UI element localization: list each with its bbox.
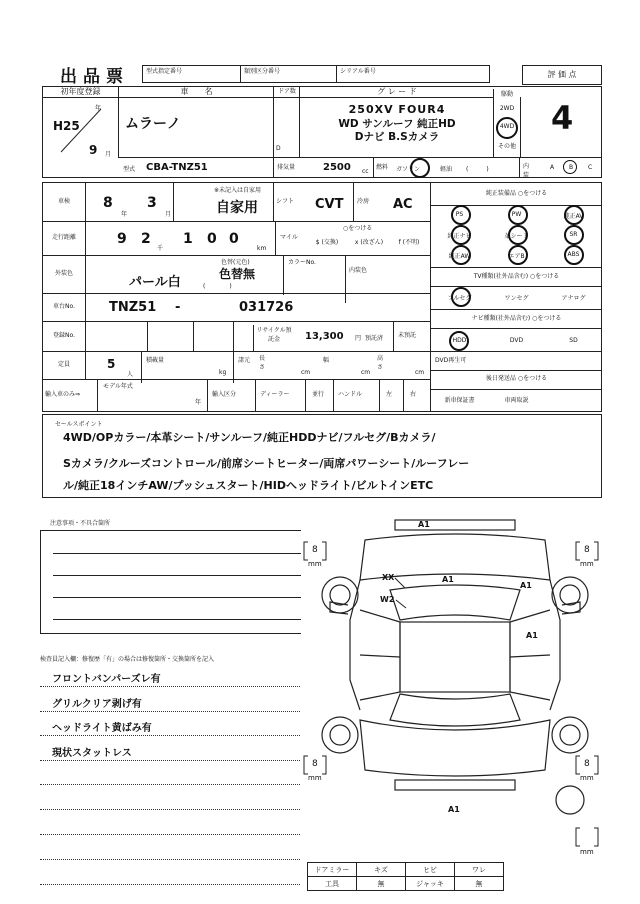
legend-cell: ヒビ: [406, 863, 455, 877]
damage-mark: A1: [520, 581, 532, 590]
sales-point-line: Sカメラ/クルーズコントロール/前席シートヒーター/両席パワーシート/ルーフレー: [63, 457, 470, 470]
grade-line2: WD サンルーフ 純正HD: [338, 118, 456, 130]
equipment-title: 純正装備品 ○をつける: [431, 183, 602, 206]
color-label: 外装色: [43, 255, 86, 293]
interior-label: 内装: [523, 163, 530, 179]
load-label: 積載量: [141, 351, 164, 383]
color-paren: ( ): [203, 283, 232, 290]
mileage-circle-note: ○をつける: [343, 225, 373, 232]
aircon-value: AC: [393, 197, 413, 212]
bracket: [576, 542, 580, 560]
bracket: [322, 542, 326, 560]
color-no-label: カラーNo.: [283, 255, 316, 295]
capacity-value: 5: [107, 357, 116, 371]
note-dotted-line: [40, 784, 300, 785]
chassis-label: 車台No.: [43, 293, 86, 321]
mileage-row: [43, 221, 430, 256]
doors-value: D: [276, 145, 281, 152]
grade-line1: 250XV FOUR4: [348, 103, 446, 116]
equip-circle: [564, 245, 584, 265]
first-reg-label: 初年度登録: [43, 87, 118, 98]
fuel-paren: ( ): [466, 166, 489, 173]
dims-length: 長さ: [259, 355, 266, 371]
equip-leather: 革シート: [504, 233, 529, 240]
mileage-opt-unknown: f (不明): [398, 239, 420, 246]
damage-mark: A1: [448, 805, 460, 814]
type-no-label: 型式指定番号: [143, 66, 241, 82]
dims-width: 幅: [323, 357, 330, 364]
cc-unit: cc: [362, 168, 369, 175]
import-dealer: ディーラー: [255, 379, 290, 411]
first-reg-year: H25: [53, 119, 80, 133]
rear-bumper: [395, 780, 515, 790]
legend-cell: ワレ: [455, 863, 504, 877]
damage-mark: XX: [382, 573, 395, 582]
equip-sr: SR: [569, 231, 578, 238]
legend-cell: ドアミラー: [308, 863, 357, 877]
equip-circle: [564, 205, 584, 225]
mm-unit: mm: [580, 848, 594, 856]
mileage-digit: 2: [141, 231, 151, 247]
chassis-value2: 031726: [239, 300, 294, 315]
mm-unit: mm: [308, 560, 322, 568]
year-char: 年: [95, 105, 102, 112]
score-value: 4: [551, 99, 574, 137]
inspector-note: グリルクリア剥げ有: [52, 699, 142, 710]
vehicle-block: [42, 86, 602, 178]
mm-unit: mm: [580, 774, 594, 782]
mileage-digit: 0: [207, 231, 217, 247]
sales-point-line: ル/純正18インチAW/プッシュスタート/HIDヘッドライト/ビルトインETC: [63, 479, 434, 492]
tv-analog: アナログ: [561, 295, 586, 302]
first-reg-cell: [43, 97, 119, 157]
capacity-unit: 人: [127, 371, 134, 378]
equip-pw: PW: [511, 211, 522, 218]
sales-points-label: セールスポイント: [55, 421, 103, 428]
tire-fr-depth: 8: [584, 545, 590, 555]
month-char: 月: [105, 151, 112, 158]
equip-circle: [451, 225, 471, 245]
equip-ps: PS: [455, 211, 464, 218]
shift-value: CVT: [315, 197, 344, 212]
tv-fullseg: フルセグ: [447, 295, 472, 302]
equip-circle: [508, 245, 528, 265]
tire-rr-depth: 8: [584, 759, 590, 769]
damage-mark: W2: [380, 595, 395, 604]
navi-hdd: HDD: [452, 337, 467, 344]
legend-cell: キズ: [357, 863, 406, 877]
inspection-year: 8: [103, 195, 113, 211]
recycle-unit: 円: [355, 335, 362, 342]
first-reg-month: 9: [89, 143, 98, 157]
mile-label: マイル: [275, 221, 298, 255]
recycle-amount: 13,300: [305, 331, 344, 342]
mm-unit: mm: [580, 560, 594, 568]
bracket: [304, 756, 308, 774]
inspection-month: 3: [147, 195, 157, 211]
left-side: [350, 580, 360, 710]
dims-label: 諸元: [233, 351, 250, 383]
grade-cell: [299, 97, 494, 157]
tv-circle: [451, 287, 471, 307]
mileage-label: 走行距離: [43, 221, 86, 255]
interior-color-label: 内装色: [345, 255, 371, 303]
equip-circle: [451, 205, 471, 225]
capacity-label: 定員: [43, 351, 86, 379]
handle-label: ハンドル: [333, 379, 362, 411]
fuel-light-oil: 軽油: [440, 166, 453, 173]
usage-note: ※未記入は自家用: [214, 187, 262, 194]
interior-row: [519, 157, 602, 178]
chassis-value1: TNZ51: [109, 300, 157, 315]
damage-mark: A1: [442, 575, 454, 584]
grade-label: グ レ ー ド: [299, 87, 494, 98]
mileage-digit: 0: [229, 231, 239, 247]
right-side: [550, 580, 560, 710]
usage-value: 自家用: [216, 200, 258, 216]
car-name-label: 車 名: [118, 87, 274, 98]
import-label: 輸入車のみ⇒: [43, 379, 98, 411]
sales-points-box: [42, 414, 602, 498]
registration-row: [43, 321, 430, 352]
drive-label: 駆動: [493, 89, 520, 98]
note-dotted-line: [40, 686, 300, 687]
bottom-legend-table: [307, 862, 504, 891]
import-parallel: 並行: [305, 379, 324, 411]
score-header: 評 価 点: [522, 65, 602, 85]
fuel-gasoline: ガソリン: [396, 166, 421, 173]
right-door-split: [510, 655, 550, 657]
inspection-month-unit: 月: [165, 211, 172, 218]
roof: [400, 622, 510, 692]
trunk: [360, 720, 550, 776]
car-damage-diagram: [300, 510, 620, 856]
note-dotted-line: [40, 735, 300, 736]
damage-mark: A1: [526, 631, 538, 640]
dvd-playback: DVD再生可: [431, 351, 602, 371]
displacement-label: 排気量: [273, 158, 295, 178]
chassis-dash: -: [175, 300, 181, 315]
mileage-digit: 9: [117, 231, 127, 247]
wheel-rl-inner: [330, 725, 350, 745]
color-change-label: 色替(元色): [221, 259, 250, 266]
import-model-year: モデル年式: [103, 383, 133, 390]
displacement-value: 2500: [323, 162, 351, 173]
left-door-split: [360, 655, 400, 657]
model-label: 型式: [123, 166, 136, 173]
equip-abs: ABS: [567, 251, 580, 258]
bracket: [594, 828, 598, 846]
later-warranty: 新車保証書: [444, 397, 475, 404]
doors-cell: [273, 97, 300, 157]
fuel-circle: [410, 158, 430, 178]
info-block: [42, 182, 602, 412]
wheel-rr-inner: [560, 725, 580, 745]
inspector-note: ヘッドライト黄ばみ有: [52, 723, 152, 734]
legend-cell: 無: [357, 877, 406, 891]
navi-dvd: DVD: [509, 337, 524, 344]
dims-cm: cm: [415, 369, 425, 376]
navi-title: ナビ種類(社外品含む) ○をつける: [431, 309, 602, 329]
wheel-rr: [552, 717, 588, 753]
windshield: [390, 585, 520, 620]
equip-navi: 純正ナビ: [447, 233, 472, 240]
class-no-label: 類別区分番号: [241, 66, 337, 82]
import-class-label: 輸入区分: [207, 379, 236, 411]
import-year: 年: [195, 399, 202, 406]
model-row: [118, 157, 519, 178]
mileage-thousand: 千: [157, 245, 164, 252]
interior-a: A: [550, 164, 555, 171]
equipment-panel: [430, 183, 602, 411]
later-manual: 車両取説: [504, 397, 529, 404]
drive-other: その他: [497, 143, 516, 150]
note-dotted-line: [40, 809, 300, 810]
capacity-row: [43, 351, 430, 380]
bracket: [576, 756, 580, 774]
color-value: パール白: [129, 275, 181, 290]
notes-bracket: [40, 530, 301, 634]
note-line: [53, 575, 301, 576]
wheel-rl: [322, 717, 358, 753]
equip-aw: 純正AW: [448, 253, 471, 260]
model-value: CBA-TNZ51: [146, 162, 208, 173]
tire-fl-depth: 8: [312, 545, 318, 555]
inspection-year-unit: 年: [121, 211, 128, 218]
tv-oneseg: ワンセグ: [504, 295, 529, 302]
doors-label: ドア数: [273, 87, 300, 98]
note-line: [53, 619, 301, 620]
note-dotted-line: [40, 834, 300, 835]
header-id-box: [142, 65, 490, 83]
later-title: 後日発送品 ○をつける: [431, 369, 602, 390]
mileage-km: km: [257, 245, 267, 252]
shift-label: シフト: [273, 183, 294, 221]
handle-right: 右: [403, 379, 416, 411]
color-change-value: 色替無: [219, 267, 256, 281]
import-row: [43, 379, 430, 411]
drive-4wd-circle: [496, 117, 518, 139]
navi-circle: [449, 331, 469, 351]
equip-circle: [564, 225, 584, 245]
car-name: ムラーノ: [125, 116, 181, 132]
note-line: [53, 597, 301, 598]
reg-divider: [233, 321, 234, 351]
recycle-not-deposited: 未預託: [393, 321, 416, 351]
rear-window: [390, 694, 520, 726]
tire-rl-depth: 8: [312, 759, 318, 769]
recycle-label: リサイクル預託金: [253, 325, 294, 351]
recycle-deposited: 預託済: [365, 335, 384, 342]
inspection-row: [43, 183, 430, 222]
fuel-label: 燃料: [373, 158, 388, 178]
serial-label: シリアル番号: [340, 68, 376, 75]
drive-4wd: 4WD: [499, 123, 515, 130]
reg-divider: [193, 321, 194, 351]
aircon-label: 冷房: [353, 183, 369, 221]
note-line: [53, 553, 301, 554]
registration-label: 登録No.: [43, 321, 86, 351]
notes-label: 注意事項・不具合箇所: [50, 520, 111, 527]
drive-2wd: 2WD: [499, 105, 515, 112]
form-title: 出品票: [60, 67, 129, 87]
reg-divider: [147, 321, 148, 351]
interior-c: C: [588, 164, 593, 171]
legend-cell: ジャッキ: [406, 877, 455, 891]
dims-cm: cm: [301, 369, 311, 376]
front-bumper: [395, 520, 515, 530]
equip-circle: [508, 205, 528, 225]
spare-tire: [556, 786, 584, 814]
chassis-row: [43, 293, 430, 322]
note-dotted-line: [40, 884, 300, 885]
bracket: [594, 542, 598, 560]
usage-cell: [173, 183, 274, 221]
wheel-fr: [552, 577, 588, 613]
load-kg: kg: [219, 369, 227, 376]
equip-circle: [451, 245, 471, 265]
bracket: [304, 542, 308, 560]
inspector-notes: [40, 664, 300, 896]
inspector-note: フロントバンパーズレ有: [52, 674, 161, 685]
handle-left: 左: [379, 379, 392, 411]
sales-point-line: 4WD/OPカラー/本革シート/サンルーフ/純正HDDナビ/フルセグ/Bカメラ/: [63, 431, 436, 444]
equip-circle: [508, 225, 528, 245]
inspector-note: 現状スタットレス: [52, 748, 132, 759]
note-dotted-line: [40, 859, 300, 860]
dims-cm: cm: [361, 369, 371, 376]
tv-title: TV種類(社外品含む) ○をつける: [431, 267, 602, 287]
inspector-label: 検査員記入欄：修復歴「有」の場合は修復箇所・交換箇所を記入: [40, 656, 215, 663]
equip-av: 純正AV: [563, 213, 584, 220]
drive-cell: [493, 97, 521, 157]
mileage-digit: 1: [183, 231, 193, 247]
navi-sd: SD: [569, 337, 578, 344]
wheel-fl: [322, 577, 358, 613]
note-dotted-line: [40, 760, 300, 761]
damage-mark: A1: [418, 520, 430, 529]
mileage-opt-exchange: $ (交換): [315, 239, 339, 246]
grade-line3: Dナビ B.Sカメラ: [354, 131, 440, 143]
interior-b: B: [569, 164, 574, 171]
bracket: [322, 756, 326, 774]
equip-airbag: エアB: [508, 253, 525, 260]
dims-height: 高さ: [377, 355, 384, 371]
bracket: [594, 756, 598, 774]
legend-cell: 工具: [308, 877, 357, 891]
mileage-opt-tamper: x (改ざん): [354, 239, 384, 246]
inspection-label: 車検: [43, 183, 86, 221]
legend-cell: 無: [455, 877, 504, 891]
color-row: [43, 255, 430, 294]
interior-b-circle: [563, 160, 577, 174]
note-dotted-line: [40, 711, 300, 712]
bracket: [576, 828, 580, 846]
mm-unit: mm: [308, 774, 322, 782]
